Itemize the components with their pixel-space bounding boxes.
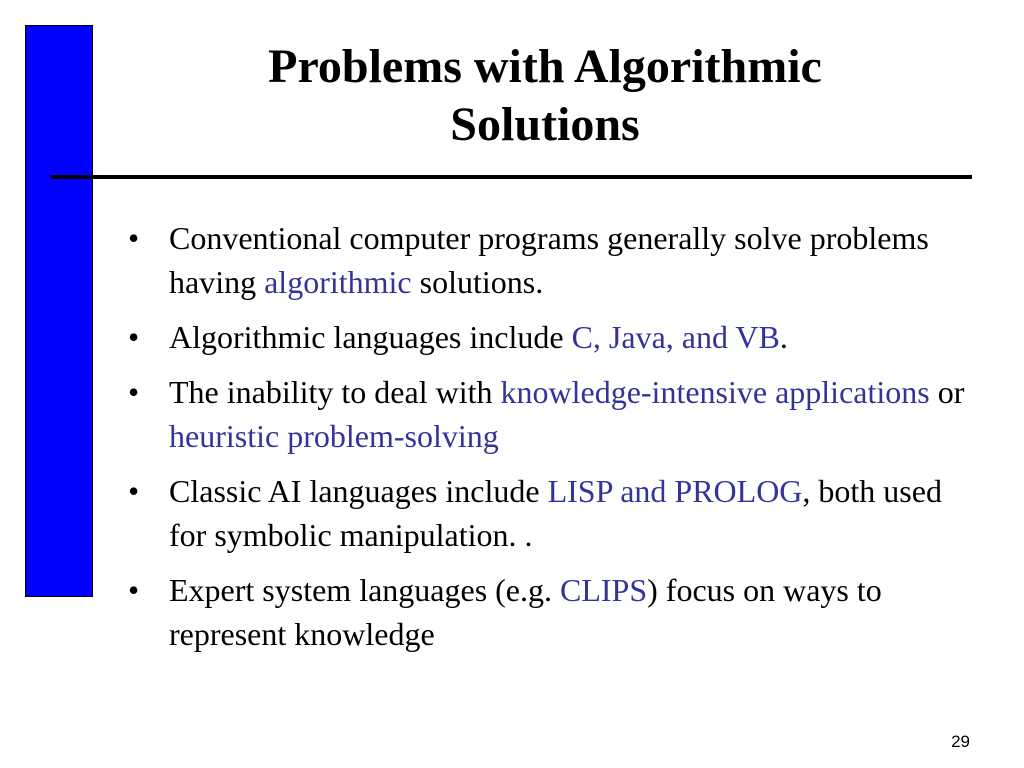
accent-side-bar bbox=[25, 25, 93, 597]
bullet-text: Expert system languages (e.g. bbox=[169, 572, 560, 608]
bullet-dot-icon: • bbox=[128, 572, 140, 608]
bullet-text: Algorithmic languages include bbox=[169, 319, 572, 355]
highlight-languages: C, Java, and VB bbox=[571, 319, 780, 355]
bullet-dot-icon: • bbox=[128, 319, 140, 355]
bullet-dot-icon: • bbox=[128, 374, 140, 410]
highlight-heuristic: heuristic problem-solving bbox=[169, 418, 499, 454]
slide-title bbox=[120, 38, 970, 154]
bullet-item-classic-ai-languages bbox=[128, 469, 978, 557]
bullet-item-conventional-programs bbox=[128, 216, 978, 304]
bullet-item-inability bbox=[128, 370, 978, 458]
bullet-text: , both used for symbolic manipulation. . bbox=[169, 473, 942, 553]
highlight-clips: CLIPS bbox=[560, 572, 648, 608]
bullet-list bbox=[128, 216, 978, 667]
bullet-item-algorithmic-languages bbox=[128, 315, 978, 359]
bullet-text: solutions. bbox=[411, 264, 544, 300]
highlight-algorithmic: algorithmic bbox=[264, 264, 412, 300]
page-number: 29 bbox=[951, 732, 970, 751]
highlight-lisp-prolog: LISP and PROLOG bbox=[547, 473, 803, 509]
bullet-item-expert-system-languages bbox=[128, 568, 978, 656]
highlight-knowledge-intensive: knowledge-intensive applications bbox=[500, 374, 930, 410]
bullet-text: Conventional computer programs generally solve problems having bbox=[169, 220, 929, 300]
bullet-text: ) focus on ways to represent knowledge bbox=[169, 572, 882, 652]
bullet-dot-icon: • bbox=[128, 220, 140, 256]
bullet-text: The inability to deal with bbox=[169, 374, 501, 410]
bullet-text: or bbox=[929, 374, 965, 410]
bullet-text: . bbox=[779, 319, 788, 355]
slide-title-line-1: Problems with Algorithmic bbox=[268, 40, 822, 93]
bullet-text: Classic AI languages include bbox=[169, 473, 548, 509]
bullet-dot-icon: • bbox=[128, 473, 140, 509]
title-divider bbox=[51, 175, 972, 179]
slide-title-line-2: Solutions bbox=[450, 98, 640, 151]
